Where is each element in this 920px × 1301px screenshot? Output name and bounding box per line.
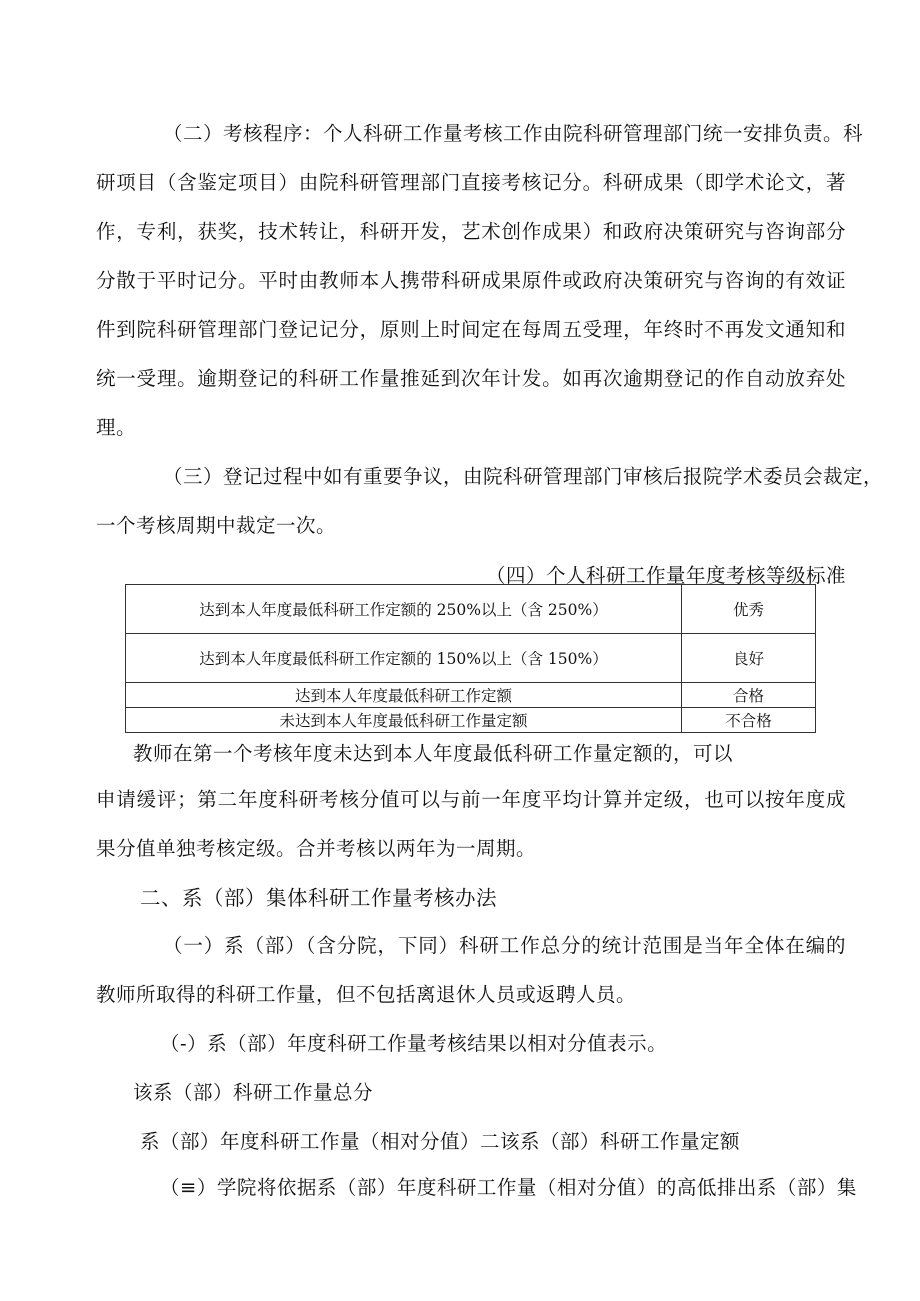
paragraph-line: 件到院科研管理部门登记记分，原则上时间定在每周五受理，年终时不再发文通知和 <box>96 318 846 341</box>
paragraph-line: 研项目（含鉴定项目）由院科研管理部门直接考核记分。科研成果（即学术论文，著 <box>96 171 846 194</box>
grade-standard-table <box>125 584 816 733</box>
paragraph-line: 该系（部）科研工作量总分 <box>133 1081 374 1104</box>
table-row <box>126 634 816 683</box>
paragraph-line: 教师所取得的科研工作量，但不包括离退休人员或返聘人员。 <box>96 983 637 1006</box>
criterion-cell: 达到本人年度最低科研工作定额 <box>126 683 682 708</box>
criterion-cell: 达到本人年度最低科研工作定额的 250%以上（含 250%） <box>126 585 682 634</box>
paragraph-line: 作，专利，获奖，技术转让，科研开发，艺术创作成果）和政府决策研究与咨询部分 <box>96 220 846 243</box>
section-heading: 二、系（部）集体科研工作量考核办法 <box>140 886 497 910</box>
paragraph-line: 统一受理。逾期登记的科研工作量推延到次年计发。如再次逾期登记的作自动放弃处 <box>96 367 846 390</box>
paragraph-line: （二）考核程序：个人科研工作量考核工作由院科研管理部门统一安排负责。科 <box>163 122 864 145</box>
grade-cell: 合格 <box>682 683 816 708</box>
grade-cell: 不合格 <box>682 708 816 733</box>
paragraph-line: 分散于平时记分。平时由教师本人携带科研成果原件或政府决策研究与咨询的有效证 <box>96 269 846 292</box>
paragraph-line: 教师在第一个考核年度未达到本人年度最低科研工作量定额的，可以 <box>133 742 734 765</box>
paragraph-line: （三）登记过程中如有重要争议，由院科研管理部门审核后报院学术委员会裁定， <box>163 465 884 488</box>
formula-line: 系（部）年度科研工作量（相对分值）二该系（部）科研工作量定额 <box>140 1130 741 1153</box>
paragraph-line: （≡）学院将依据系（部）年度科研工作量（相对分值）的高低排出系（部）集 <box>160 1176 857 1199</box>
table-row <box>126 683 816 708</box>
paragraph-line: （一）系（部）（含分院，下同）科研工作总分的统计范围是当年全体在编的 <box>163 934 846 957</box>
table-row <box>126 708 816 733</box>
paragraph-line: 一个考核周期中裁定一次。 <box>96 514 337 537</box>
criterion-cell: 达到本人年度最低科研工作定额的 150%以上（含 150%） <box>126 634 682 683</box>
paragraph-line: 理。 <box>96 416 137 439</box>
table-row <box>126 585 816 634</box>
paragraph-line: 果分值单独考核定级。合并考核以两年为一周期。 <box>96 837 537 860</box>
paragraph-line: （-）系（部）年度科研工作量考核结果以相对分值表示。 <box>160 1032 668 1055</box>
grade-cell: 良好 <box>682 634 816 683</box>
table-title: （四）个人科研工作量年度考核等级标准 <box>485 564 846 587</box>
grade-cell: 优秀 <box>682 585 816 634</box>
criterion-cell: 未达到本人年度最低科研工作量定额 <box>126 708 682 733</box>
paragraph-line: 申请缓评；第二年度科研考核分值可以与前一年度平均计算并定级，也可以按年度成 <box>96 788 846 811</box>
